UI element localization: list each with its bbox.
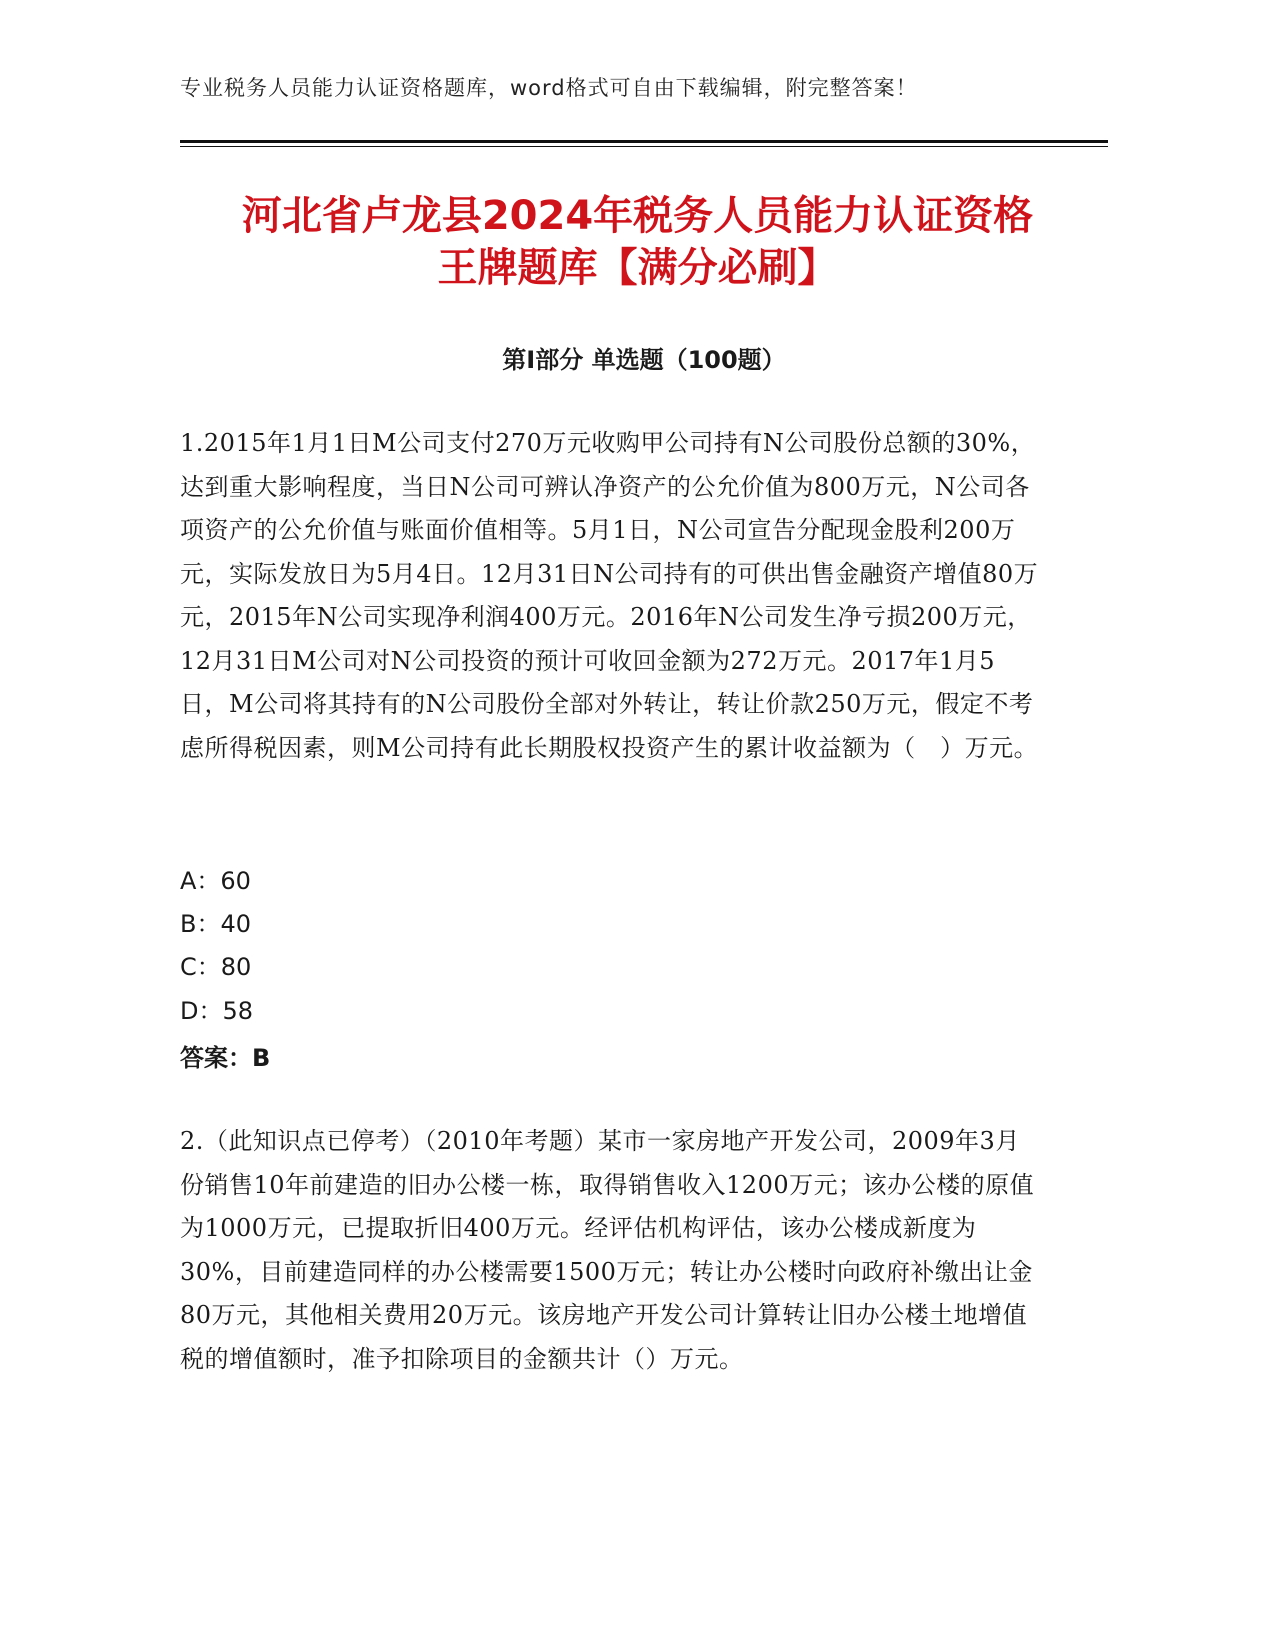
question-1-option-d: D：58 <box>180 997 254 1025</box>
question-1-answer: 答案：B <box>180 1044 271 1072</box>
header-note: 专业税务人员能力认证资格题库，word格式可自由下载编辑，附完整答案！ <box>180 76 918 100</box>
question-1-text: 1.2015年1月1日M公司支付270万元收购甲公司持有N公司股份总额的30%，达到重大影响程度，当日N公司可辨认净资产的公允价值为800万元，N公司各项资产的公允价值与账面价值相等。5月1日，N公司宣告分配现金股利200万元，实际发放日为5月4日。12月31日N公司持有的可供出售金融资产增值80万元，2015年N公司实现净利润400万元。2016年N公司发生净亏损200万元，12月31日M公司对N公司投资的预计可收回金额为272万元。2017年1月5日，M公司将其持有的N公司股份全部对外转让，转让价款250万元，假定不考虑所得税因素，则M公司持有此长期股权投资产生的累计收益额为（ ）万元。 <box>180 429 1039 762</box>
title-line-1: 河北省卢龙县2024年税务人员能力认证资格 <box>241 193 1034 239</box>
question-1-option-b: B：40 <box>180 910 252 938</box>
section-heading: 第Ⅰ部分 单选题（100题） <box>502 346 786 374</box>
question-1-option-a: A：60 <box>180 867 251 895</box>
question-1-option-c: C：80 <box>180 953 252 981</box>
header-rule-thin <box>180 146 1108 147</box>
question-2-text: 2.（此知识点已停考）（2010年考题）某市一家房地产开发公司，2009年3月份销售10年前建造的旧办公楼一栋，取得销售收入1200万元；该办公楼的原值为1000万元，已提取折旧400万元。经评估机构评估，该办公楼成新度为30%，目前建造同样的办公楼需要1500万元；转让办公楼时向政府补缴出让金80万元，其他相关费用20万元。该房地产开发公司计算转让旧办公楼土地增值税的增值额时，准予扣除项目的金额共计（）万元。 <box>180 1127 1035 1373</box>
header-rule-thick <box>180 140 1108 143</box>
title-line-2: 王牌题库【满分必刷】 <box>437 245 838 291</box>
document-title <box>150 190 1125 294</box>
